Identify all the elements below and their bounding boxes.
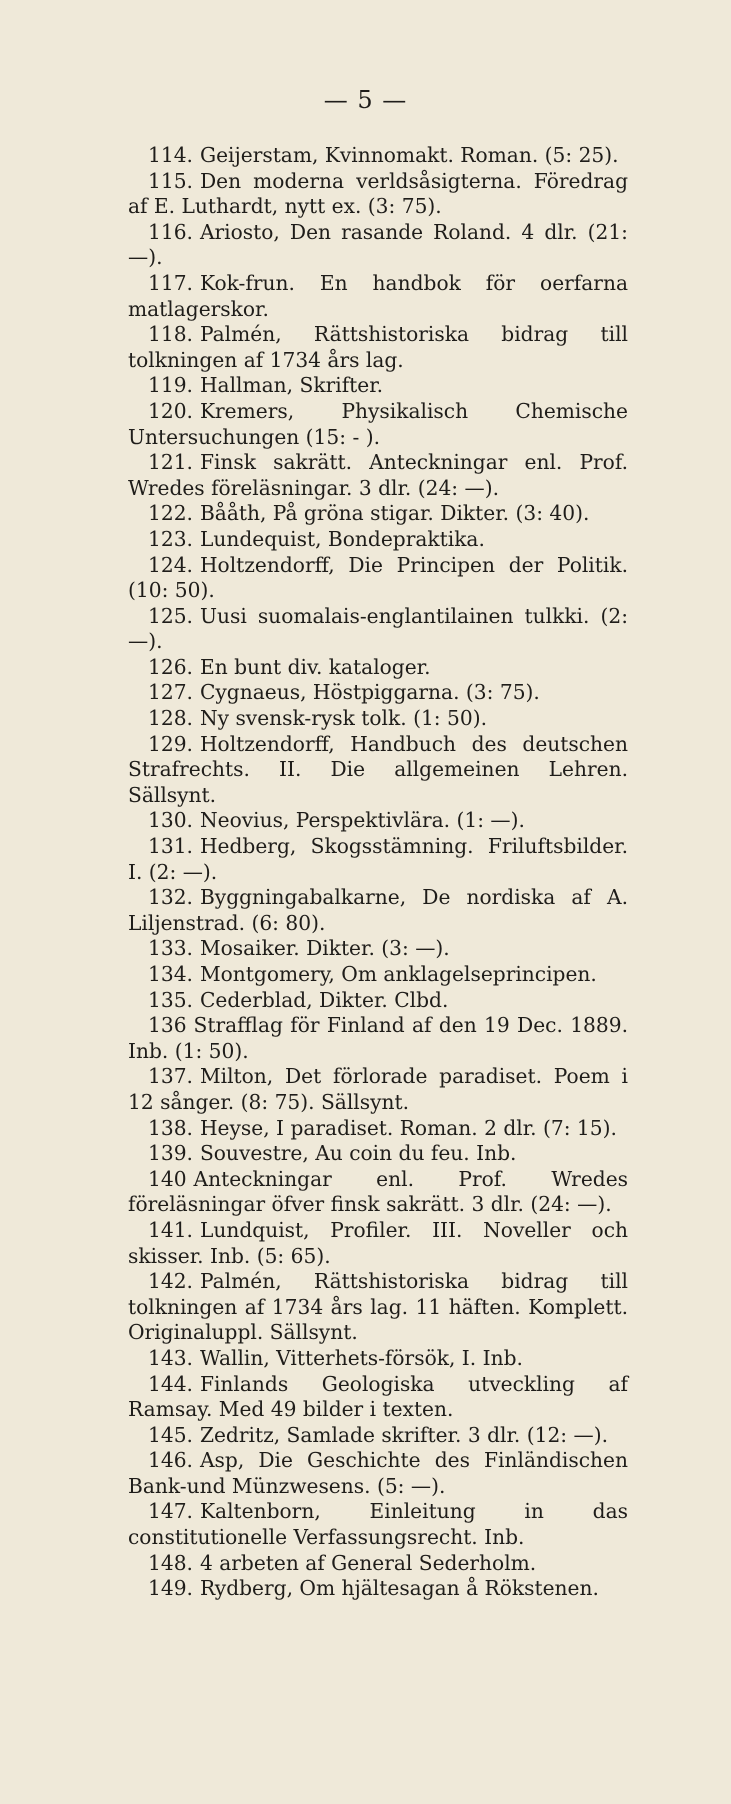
catalogue-entry xyxy=(128,1269,628,1346)
entry-text: Asp, Die Geschichte des Finländischen Bank-und Münzwesens. (5: —). xyxy=(128,1448,628,1498)
entry-text: Holtzendorff, Handbuch des deutschen Strafrechts. II. Die allgemeinen Lehren. Sällsynt. xyxy=(128,731,628,807)
entry-number: 147. xyxy=(148,1499,193,1524)
entry-text: Holtzendorff, Die Principen der Politik. (10: 50). xyxy=(128,552,628,603)
entry-text: Hallman, Skrifter. xyxy=(199,373,384,398)
entry-text: Den moderna verldsåsigterna. Föredrag af E. Luthardt, nytt ex. (3: 75). xyxy=(128,168,628,219)
entry-text: Zedritz, Samlade skrifter. 3 dlr. (12: —). xyxy=(199,1422,608,1447)
entry-text: Bååth, På gröna stigar. Dikter. (3: 40). xyxy=(199,501,590,526)
entry-number: 128. xyxy=(148,706,193,731)
catalogue-entry xyxy=(128,655,628,681)
entry-text: Rydberg, Om hjältesagan å Rökstenen. xyxy=(199,1576,599,1601)
catalogue-entry xyxy=(128,1141,628,1167)
catalogue-entry xyxy=(128,1346,628,1372)
entry-text: Anteckningar enl. Prof. Wredes föreläsningar öfver finsk sakrätt. 3 dlr. (24: —). xyxy=(128,1166,628,1217)
catalogue-entry xyxy=(128,680,628,706)
catalogue-entry xyxy=(128,936,628,962)
entry-number: 116. xyxy=(148,219,193,244)
catalogue-entry xyxy=(128,1218,628,1269)
entry-number: 143. xyxy=(148,1345,193,1370)
catalogue-entry xyxy=(128,322,628,373)
entry-text: Palmén, Rättshistoriska bidrag till tolkningen af 1734 års lag. 11 häften. Komplett. Originaluppl. Sällsynt. xyxy=(128,1269,628,1345)
catalogue-entry xyxy=(128,1423,628,1449)
catalogue-entry xyxy=(128,962,628,988)
entry-number: 141. xyxy=(148,1217,193,1242)
entry-text: Kremers, Physikalisch Chemische Untersuchungen (15: - ). xyxy=(128,398,628,449)
entry-number: 118. xyxy=(148,322,193,347)
entry-text: En bunt div. kataloger. xyxy=(199,654,431,679)
catalogue-entry xyxy=(128,271,628,322)
entry-text: Montgomery, Om anklagelseprincipen. xyxy=(199,962,597,986)
catalogue-entry xyxy=(128,169,628,220)
catalogue-entry xyxy=(128,450,628,501)
entry-number: 123. xyxy=(148,526,193,551)
entry-text: Cygnaeus, Höstpiggarna. (3: 75). xyxy=(199,680,540,705)
catalogue-entry xyxy=(128,1499,628,1550)
entry-number: 129. xyxy=(148,731,193,756)
entry-text: Byggningabalkarne, De nordiska af A. Liljenstrad. (6: 80). xyxy=(128,885,628,935)
catalogue-entry xyxy=(128,1372,628,1423)
entry-number: 120. xyxy=(148,398,193,423)
entry-text: Lundquist, Profiler. III. Noveller och skisser. Inb. (5: 65). xyxy=(128,1217,628,1268)
entry-number: 132. xyxy=(148,885,193,910)
entry-text: Ariosto, Den rasande Roland. 4 dlr. (21: —). xyxy=(128,219,628,270)
catalogue-entry xyxy=(128,1064,628,1115)
catalogue-entry xyxy=(128,988,628,1014)
entry-number: 125. xyxy=(148,603,193,628)
entry-number: 140 xyxy=(148,1166,187,1191)
catalogue-entry xyxy=(128,1551,628,1577)
entry-text: Finsk sakrätt. Anteckningar enl. Prof. Wredes föreläsningar. 3 dlr. (24: —). xyxy=(128,450,628,500)
catalogue-entry xyxy=(128,885,628,936)
catalogue-entries xyxy=(128,143,628,1602)
catalogue-entry xyxy=(128,1116,628,1142)
entry-text: Kok-frun. En handbok för oerfarna matlagerskor. xyxy=(128,270,628,321)
entry-text: Kaltenborn, Einleitung in das constitutionelle Verfassungsrecht. Inb. xyxy=(128,1499,628,1550)
catalogue-entry xyxy=(128,220,628,271)
catalogue-entry xyxy=(128,1013,628,1064)
entry-text: Mosaiker. Dikter. (3: —). xyxy=(199,936,450,961)
catalogue-entry xyxy=(128,1576,628,1602)
entry-text: Hedberg, Skogsstämning. Friluftsbilder. I. (2: —). xyxy=(128,834,628,884)
entry-number: 131. xyxy=(148,834,193,859)
entry-number: 126. xyxy=(148,654,193,679)
entry-text: Neovius, Perspektivlära. (1: —). xyxy=(199,808,525,833)
entry-number: 133. xyxy=(148,936,193,961)
entry-number: 138. xyxy=(148,1115,193,1140)
entry-number: 149. xyxy=(148,1576,193,1601)
catalogue-entry xyxy=(128,527,628,553)
entry-number: 121. xyxy=(148,450,193,475)
entry-number: 142. xyxy=(148,1269,193,1294)
entry-number: 114. xyxy=(148,143,193,167)
entry-number: 137. xyxy=(148,1064,193,1089)
catalogue-entry xyxy=(128,732,628,809)
catalogue-entry xyxy=(128,808,628,834)
catalogue-entry xyxy=(128,1448,628,1499)
entry-text: Ny svensk-rysk tolk. (1: 50). xyxy=(199,706,487,731)
catalogue-entry xyxy=(128,604,628,655)
catalogue-entry xyxy=(128,553,628,604)
entry-text: Milton, Det förlorade paradiset. Poem i 12 sånger. (8: 75). Sällsynt. xyxy=(128,1064,628,1114)
catalogue-entry xyxy=(128,501,628,527)
entry-text: Heyse, I paradiset. Roman. 2 dlr. (7: 15). xyxy=(199,1115,617,1140)
entry-text: Wallin, Vitterhets-försök, I. Inb. xyxy=(199,1345,523,1370)
catalogue-entry xyxy=(128,373,628,399)
entry-number: 115. xyxy=(148,168,193,193)
catalogue-entry xyxy=(128,706,628,732)
page-number: — 5 — xyxy=(323,86,408,114)
entry-text: Cederblad, Dikter. Clbd. xyxy=(199,987,449,1012)
entry-text: Finlands Geologiska utveckling af Ramsay. Med 49 bilder i texten. xyxy=(128,1371,628,1422)
entry-number: 127. xyxy=(148,680,193,705)
catalogue-entry xyxy=(128,399,628,450)
entry-text: Uusi suomalais-englantilainen tulkki. (2: —). xyxy=(128,603,628,654)
entry-text: Palmén, Rättshistoriska bidrag till tolkningen af 1734 års lag. xyxy=(128,322,628,372)
entry-number: 146. xyxy=(148,1448,193,1473)
entry-number: 122. xyxy=(148,501,193,526)
entry-number: 119. xyxy=(148,373,193,398)
entry-text: Souvestre, Au coin du feu. Inb. xyxy=(199,1141,517,1166)
entry-number: 124. xyxy=(148,552,193,577)
entry-text: Lundequist, Bondepraktika. xyxy=(199,526,485,551)
entry-text: Geijerstam, Kvinnomakt. Roman. (5: 25). xyxy=(199,143,619,167)
entry-number: 134. xyxy=(148,962,193,986)
entry-number: 130. xyxy=(148,808,193,833)
catalogue-entry xyxy=(128,1167,628,1218)
entry-number: 117. xyxy=(148,270,193,295)
entry-text: 4 arbeten af General Sederholm. xyxy=(199,1550,537,1575)
entry-number: 139. xyxy=(148,1141,193,1166)
entry-text: Strafflag för Finland af den 19 Dec. 1889. Inb. (1: 50). xyxy=(128,1013,628,1063)
catalogue-entry xyxy=(128,143,628,169)
entry-number: 145. xyxy=(148,1422,193,1447)
entry-number: 148. xyxy=(148,1550,193,1575)
catalogue-entry xyxy=(128,834,628,885)
entry-number: 136 xyxy=(148,1013,187,1038)
entry-number: 135. xyxy=(148,987,193,1012)
entry-number: 144. xyxy=(148,1371,193,1396)
